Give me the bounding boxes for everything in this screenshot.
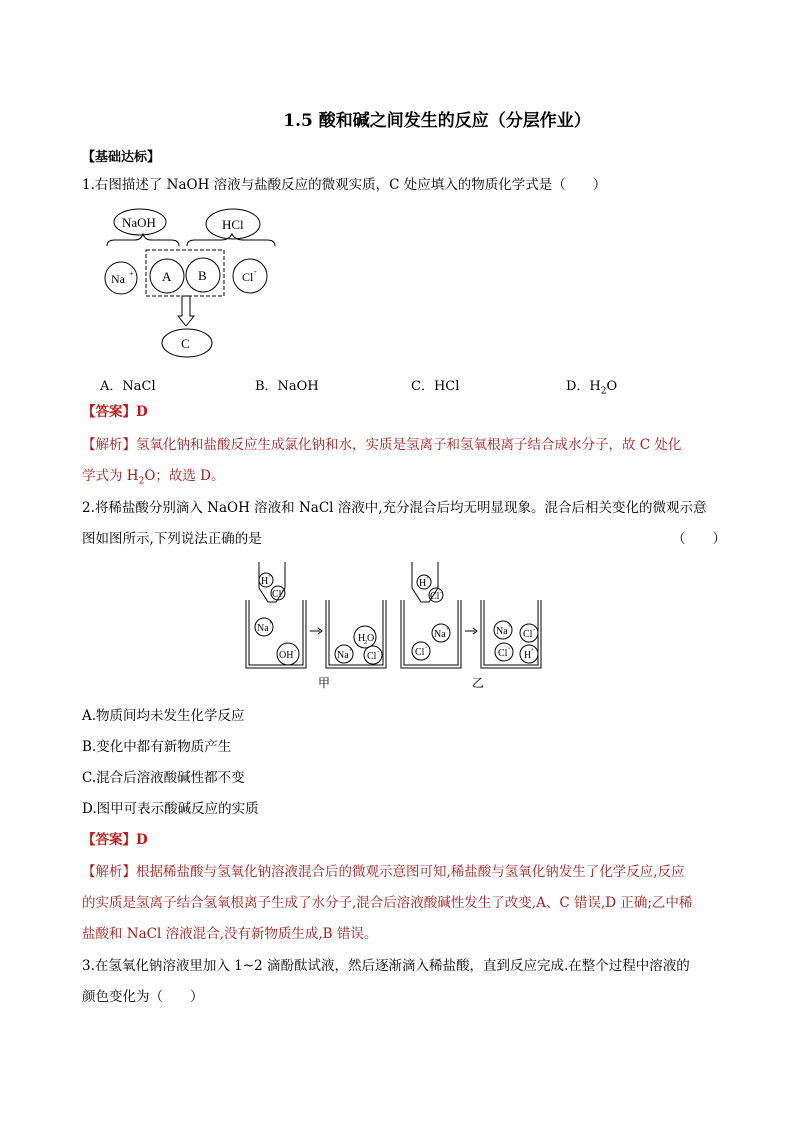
svg-text:+: + [268, 574, 272, 580]
svg-text:Cl: Cl [415, 647, 425, 658]
q2-option-a: A.物质间均未发生化学反应 [82, 708, 245, 724]
q3-stem-line1: 3.在氢氧化钠溶液里加入 1~2 滴酚酞试液，然后逐渐滴入稀盐酸，直到反应完成.在整个过程中溶液的 [82, 958, 690, 974]
svg-text:+: + [508, 624, 512, 630]
svg-text:H: H [524, 650, 532, 661]
svg-text:2: 2 [364, 640, 367, 646]
svg-text:H: H [419, 578, 427, 589]
svg-text:Cl: Cl [523, 629, 533, 640]
svg-text:Na: Na [337, 650, 349, 661]
hcl-brace [187, 234, 275, 246]
beaker-3 [401, 600, 461, 668]
svg-text:+: + [349, 648, 353, 654]
svg-text:+: + [446, 627, 450, 633]
q1-stem: 1.右图描述了 NaOH 溶液与盐酸反应的微观实质，C 处应填入的物质化学式是（ ） [82, 177, 607, 193]
q1-analysis-line2: 学式为 $H_2O$；故选 D。 [82, 468, 225, 487]
svg-text:-: - [282, 588, 284, 594]
svg-text:Na: Na [434, 629, 446, 640]
q1-analysis-line1: 【解析】氢氧化钠和盐酸反应生成氯化钠和水，实质是氢离子和氢氧根离子结合成水分子，故 C 处化 [82, 437, 682, 453]
svg-text:-: - [377, 649, 379, 655]
svg-text:+: + [129, 269, 134, 278]
q2-analysis-line1: 【解析】根据稀盐酸与氢氧化钠溶液混合后的微观示意图可知,稀盐酸与氢氧化钠发生了化学反应,反应 [82, 864, 685, 880]
svg-text:H: H [358, 633, 366, 644]
svg-text:H: H [261, 576, 269, 587]
q2-analysis-line3: 盐酸和 NaCl 溶液混合,没有新物质生成,B 错误。 [82, 926, 378, 942]
svg-text:O: O [367, 633, 375, 644]
b-label: B [198, 268, 207, 283]
svg-text:-: - [254, 267, 257, 276]
q2-answer-bracket: （ ） [672, 531, 726, 547]
q1-option-b: B．NaOH [255, 379, 319, 394]
q1-option-d: D．$H_2O$ [566, 379, 618, 397]
q2-answer: 【答案】D [82, 832, 148, 848]
q2-analysis-line2: 的实质是氢离子结合氢氧根离子生成了水分子,混合后溶液酸碱性发生了改变,A、C 错误,D 正确;乙中稀 [82, 895, 693, 911]
svg-text:Cl: Cl [367, 651, 377, 662]
svg-text:Na: Na [496, 626, 508, 637]
beaker-1 [246, 600, 306, 668]
q2-stem-line1: 2.将稀盐酸分别滴入 NaOH 溶液和 NaCl 溶液中,充分混合后均无明显现象。混合后相关变化的微观示意 [82, 500, 707, 516]
q2-option-d: D.图甲可表示酸碱反应的实质 [82, 801, 259, 817]
down-arrow [178, 296, 194, 326]
section-heading: 【基础达标】 [82, 150, 161, 165]
svg-text:Cl: Cl [498, 648, 508, 659]
svg-text:-: - [294, 648, 296, 654]
a-label: A [162, 269, 172, 284]
naoh-label: NaOH [122, 215, 156, 230]
q2-diagram [240, 558, 560, 693]
svg-text:OH: OH [279, 650, 294, 661]
svg-text:-: - [425, 645, 427, 651]
q1-option-c: C．HCl [411, 379, 460, 394]
hcl-label: HCl [222, 217, 244, 232]
q3-stem-line2: 颜色变化为（ ） [82, 989, 204, 1005]
beaker-2 [326, 600, 386, 668]
svg-text:-: - [533, 627, 535, 633]
svg-text:-: - [508, 646, 510, 652]
q2-option-c: C.混合后溶液酸碱性都不变 [82, 770, 245, 786]
q1-option-a: A．NaCl [100, 379, 156, 394]
na-label: Na [111, 272, 125, 286]
svg-text:-: - [440, 590, 442, 596]
q1-answer: 【答案】D [82, 404, 148, 420]
svg-text:Cl: Cl [272, 589, 282, 600]
label-jia: 甲 [318, 676, 331, 690]
naoh-brace [107, 234, 179, 246]
label-yi: 乙 [472, 676, 485, 690]
svg-text:Na: Na [257, 623, 269, 634]
cl-label: Cl [242, 270, 254, 284]
svg-text:+: + [426, 576, 430, 582]
svg-text:Cl: Cl [430, 591, 440, 602]
svg-text:+: + [269, 621, 273, 627]
svg-text:+: + [531, 648, 535, 654]
q2-stem-line2: 图如图所示,下列说法正确的是 [82, 531, 262, 547]
q1-diagram [95, 204, 285, 362]
q2-option-b: B.变化中都有新物质产生 [82, 739, 232, 755]
c-label: C [181, 336, 190, 351]
page-title: 1.5 酸和碱之间发生的反应（分层作业） [283, 111, 591, 131]
